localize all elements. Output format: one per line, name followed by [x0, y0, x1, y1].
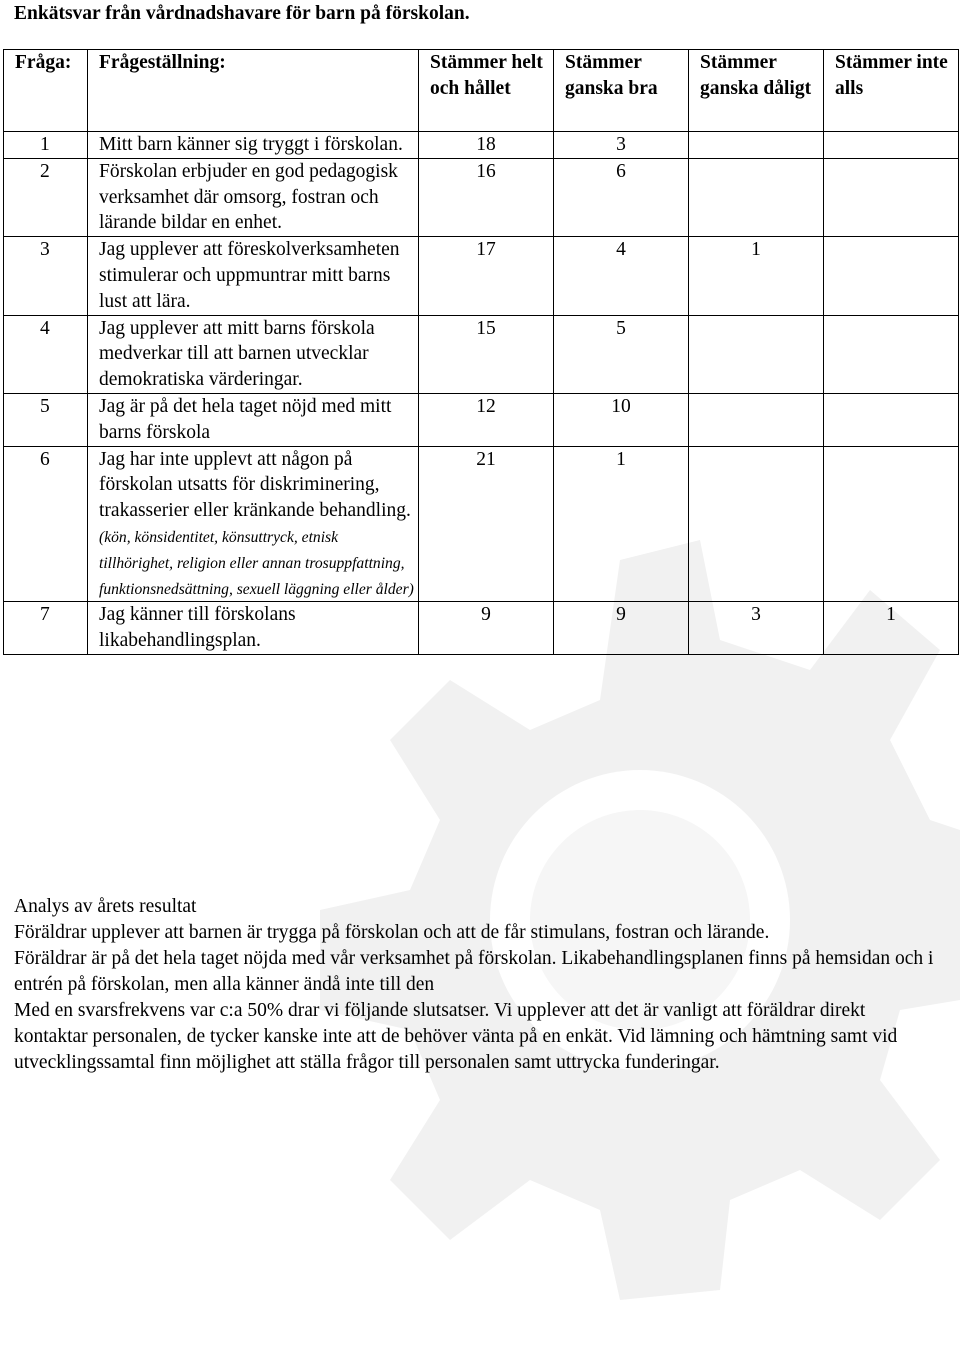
value-ganska-daligt: 3 [689, 602, 824, 655]
header-col2: Stämmer ganska bra [554, 50, 689, 132]
value-inte-alls: 1 [824, 602, 959, 655]
question-text: Jag har inte upplevt att någon på förskolan utsatts för diskriminering, trakasserier eller kränkande behandling. [99, 448, 411, 522]
value-inte-alls [824, 315, 959, 393]
survey-table [3, 49, 959, 655]
value-ganska-bra: 10 [554, 393, 689, 446]
value-ganska-daligt [689, 158, 824, 236]
question-text: Jag är på det hela taget nöjd med mitt barns förskola [88, 393, 419, 446]
header-question: Frågeställning: [88, 50, 419, 132]
question-number: 1 [4, 132, 88, 159]
question-text: Jag känner till förskolans likabehandlingsplan. [88, 602, 419, 655]
value-helt: 15 [419, 315, 554, 393]
table-header-row [4, 50, 959, 132]
table-row [4, 132, 959, 159]
value-ganska-bra: 4 [554, 237, 689, 315]
question-number: 3 [4, 237, 88, 315]
table-row [4, 315, 959, 393]
value-ganska-bra: 3 [554, 132, 689, 159]
value-ganska-daligt [689, 446, 824, 602]
value-inte-alls [824, 132, 959, 159]
table-row [4, 158, 959, 236]
value-ganska-daligt: 1 [689, 237, 824, 315]
value-ganska-bra: 1 [554, 446, 689, 602]
value-ganska-daligt [689, 132, 824, 159]
value-ganska-bra: 5 [554, 315, 689, 393]
value-helt: 12 [419, 393, 554, 446]
table-row [4, 393, 959, 446]
analysis-heading: Analys av årets resultat [14, 896, 197, 917]
value-inte-alls [824, 237, 959, 315]
question-number: 2 [4, 158, 88, 236]
header-col1: Stämmer helt och hållet [419, 50, 554, 132]
question-text: Jag upplever att föreskolverksamheten stimulerar och uppmuntrar mitt barns lust att lära. [88, 237, 419, 315]
header-col4: Stämmer inte alls [824, 50, 959, 132]
question-number: 4 [4, 315, 88, 393]
value-helt: 18 [419, 132, 554, 159]
question-number: 5 [4, 393, 88, 446]
value-inte-alls [824, 158, 959, 236]
value-helt: 9 [419, 602, 554, 655]
question-cell [88, 446, 419, 602]
question-text: Förskolan erbjuder en god pedagogisk verksamhet där omsorg, fostran och lärande bildar en enhet. [88, 158, 419, 236]
table-row [4, 237, 959, 315]
value-ganska-bra: 6 [554, 158, 689, 236]
analysis-paragraph: Föräldrar upplever att barnen är trygga på förskolan och att de får stimulans, fostran och lärande. [14, 922, 770, 943]
document-title: Enkätsvar från vårdnadshavare för barn på förskolan. [14, 3, 470, 24]
analysis-paragraph: Föräldrar är på det hela taget nöjda med vår verksamhet på förskolan. Likabehandlingsplanen finns på hemsidan och i entrén på förskolan, men alla känner ändå inte till den [14, 948, 934, 995]
value-helt: 21 [419, 446, 554, 602]
table-row [4, 602, 959, 655]
value-inte-alls [824, 446, 959, 602]
value-helt: 17 [419, 237, 554, 315]
question-text: Jag upplever att mitt barns förskola medverkar till att barnen utvecklar demokratiska värderingar. [88, 315, 419, 393]
analysis-section [14, 894, 934, 1076]
analysis-paragraph: Med en svarsfrekvens var c:a 50% drar vi följande slutsatser. Vi upplever att det är vanligt att föräldrar direkt kontaktar personalen, de tycker kanske inte att de behöver vänta på en enkät. Vid lämning och hämtning samt vid utvecklingssamtal finn möjlighet att ställa frågor till personalen samt uttrycka funderingar. [14, 1000, 898, 1073]
header-number: Fråga: [4, 50, 88, 132]
question-note: (kön, könsidentitet, könsuttryck, etnisk tillhörighet, religion eller annan trosuppfattning, funktionsnedsättning, sexuell läggning eller ålder) [99, 528, 414, 598]
header-col3: Stämmer ganska dåligt [689, 50, 824, 132]
question-number: 6 [4, 446, 88, 602]
value-inte-alls [824, 393, 959, 446]
table-row [4, 446, 959, 602]
value-ganska-daligt [689, 315, 824, 393]
value-ganska-daligt [689, 393, 824, 446]
question-number: 7 [4, 602, 88, 655]
question-text: Mitt barn känner sig tryggt i förskolan. [88, 132, 419, 159]
value-ganska-bra: 9 [554, 602, 689, 655]
value-helt: 16 [419, 158, 554, 236]
